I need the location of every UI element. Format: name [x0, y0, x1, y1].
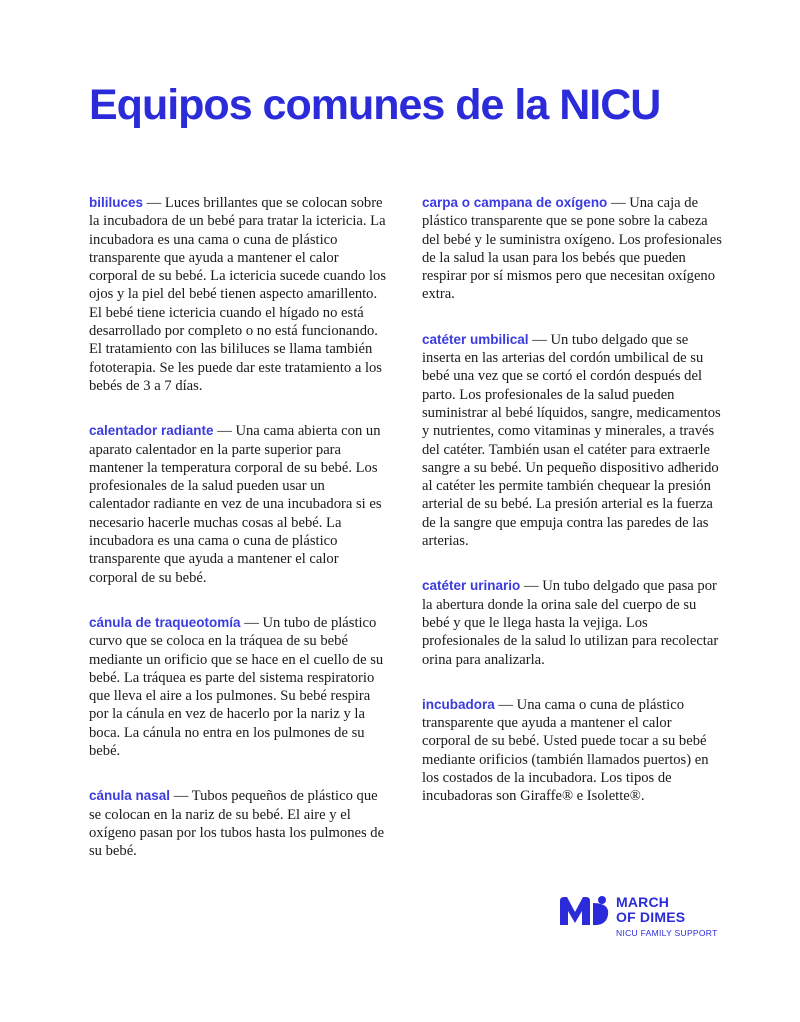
glossary-entry — [422, 696, 722, 806]
glossary-entry — [89, 614, 389, 760]
march-of-dimes-logo-icon — [558, 895, 610, 927]
glossary-entry — [89, 422, 389, 587]
entry-term: cánula de traqueotomía — [89, 614, 241, 630]
entry-definition: Una cama abierta con un aparato calentador en la parte superior para mantener la temperatura corporal de su bebé. Los profesionales de la salud pueden usar un calentador radiante en vez de una incubadora si es necesario hacerle muchas cosas al bebé. La incubadora es una cama o cuna de plástico transparente que ayuda a mantener el calor corporal de su bebé. — [89, 423, 382, 586]
entry-separator: — — [607, 195, 630, 211]
glossary-entry — [89, 787, 389, 860]
entry-separator: — — [240, 614, 263, 631]
entry-term: calentador radiante — [89, 423, 214, 439]
entry-definition: Una caja de plástico transparente que se pone sobre la cabeza del bebé y le suministra oxígeno. Los profesionales de la salud la usan para los bebés que pueden respirar por sí mismos pero que necesitan oxígeno extra. — [422, 195, 722, 303]
entry-term: incubadora — [422, 696, 495, 712]
entry-term: carpa o campana de oxígeno — [422, 195, 608, 210]
entry-definition: Tubos pequeños de plástico que se colocan en la nariz de su bebé. El aire y el oxígeno pasan por los tubos hasta los pulmones de su bebé. — [89, 788, 385, 860]
logo-line-1: MARCH — [616, 894, 670, 910]
logo-subtitle: NICU FAMILY SUPPORT — [616, 928, 718, 938]
page-title: Equipos comunes de la NICU — [89, 81, 661, 129]
glossary-entry — [422, 331, 722, 551]
entry-term: catéter urinario — [422, 578, 521, 594]
entry-definition: Una cama o cuna de plástico transparente que ayuda a mantener el calor corporal de su bebé. Usted puede tocar a su bebé mediante orificios (también llamados puertos) en los costados de la incubadora. Los tipos de incubadoras son Giraffe® e Isolette®. — [422, 696, 709, 805]
entry-term: catéter umbilical — [422, 331, 529, 347]
entry-term: cánula nasal — [89, 788, 171, 804]
entry-separator: — — [143, 195, 165, 211]
entry-definition: Un tubo delgado que se inserta en las arterias del cordón umbilical de su bebé una vez que se cortó el cordón después del parto. Los profesionales de la salud pueden suministrar al bebé líquidos, sangre, medicamentos y nutrientes, como vitaminas y minerales, a través del catéter. También usan el catéter para extraerle sangre a su bebé. Un pequeño dispositivo adherido al catéter les permite también chequear la presión arterial de su bebé. La presión arterial es la fuerza de la sangre que empuja contra las paredes de las arterias. — [422, 331, 721, 550]
entry-separator: — — [520, 578, 543, 595]
entry-definition: Un tubo delgado que pasa por la abertura donde la orina sale del cuerpo de su bebé y que le llega hasta la vejiga. Los profesionales de la salud lo utilizan para recolectar orina para analizarla. — [422, 578, 719, 668]
entry-separator: — — [494, 696, 517, 713]
logo-line-2: OF DIMES — [616, 909, 686, 925]
march-of-dimes-logo — [558, 895, 718, 939]
entry-definition: Luces brillantes que se colocan sobre la incubadora de un bebé para tratar la ictericia. La incubadora es una cama o cuna de plástico transparente que ayuda a mantener el calor corporal de su bebé. La ictericia sucede cuando los ojos y la piel del bebé tienen aspecto amarillento. El bebé tiene ictericia cuando el hígado no está desarrollado por completo o no está funcionando. El tratamiento con las bililuces se llama también fototerapia. Se les puede dar este tratamiento a los bebés de 3 a 7 días. — [89, 195, 387, 394]
glossary-entry — [422, 194, 722, 304]
entry-separator: — — [170, 788, 192, 805]
glossary-entry — [422, 577, 722, 668]
entry-term: bililuces — [89, 195, 144, 210]
entry-separator: — — [213, 423, 236, 440]
right-column — [422, 194, 722, 833]
entry-definition: Un tubo de plástico curvo que se coloca en la tráquea de su bebé mediante un orificio que se hace en el cuello de su bebé. La tráquea es parte del sistema respiratorio que lleva el aire a los pulmones. Su bebé respira por la cánula en vez de hacerlo por la nariz y la boca. La cánula no entra en los pulmones de su bebé. — [89, 614, 384, 760]
left-column — [89, 194, 389, 888]
glossary-entry — [89, 194, 389, 395]
entry-separator: — — [528, 331, 551, 348]
